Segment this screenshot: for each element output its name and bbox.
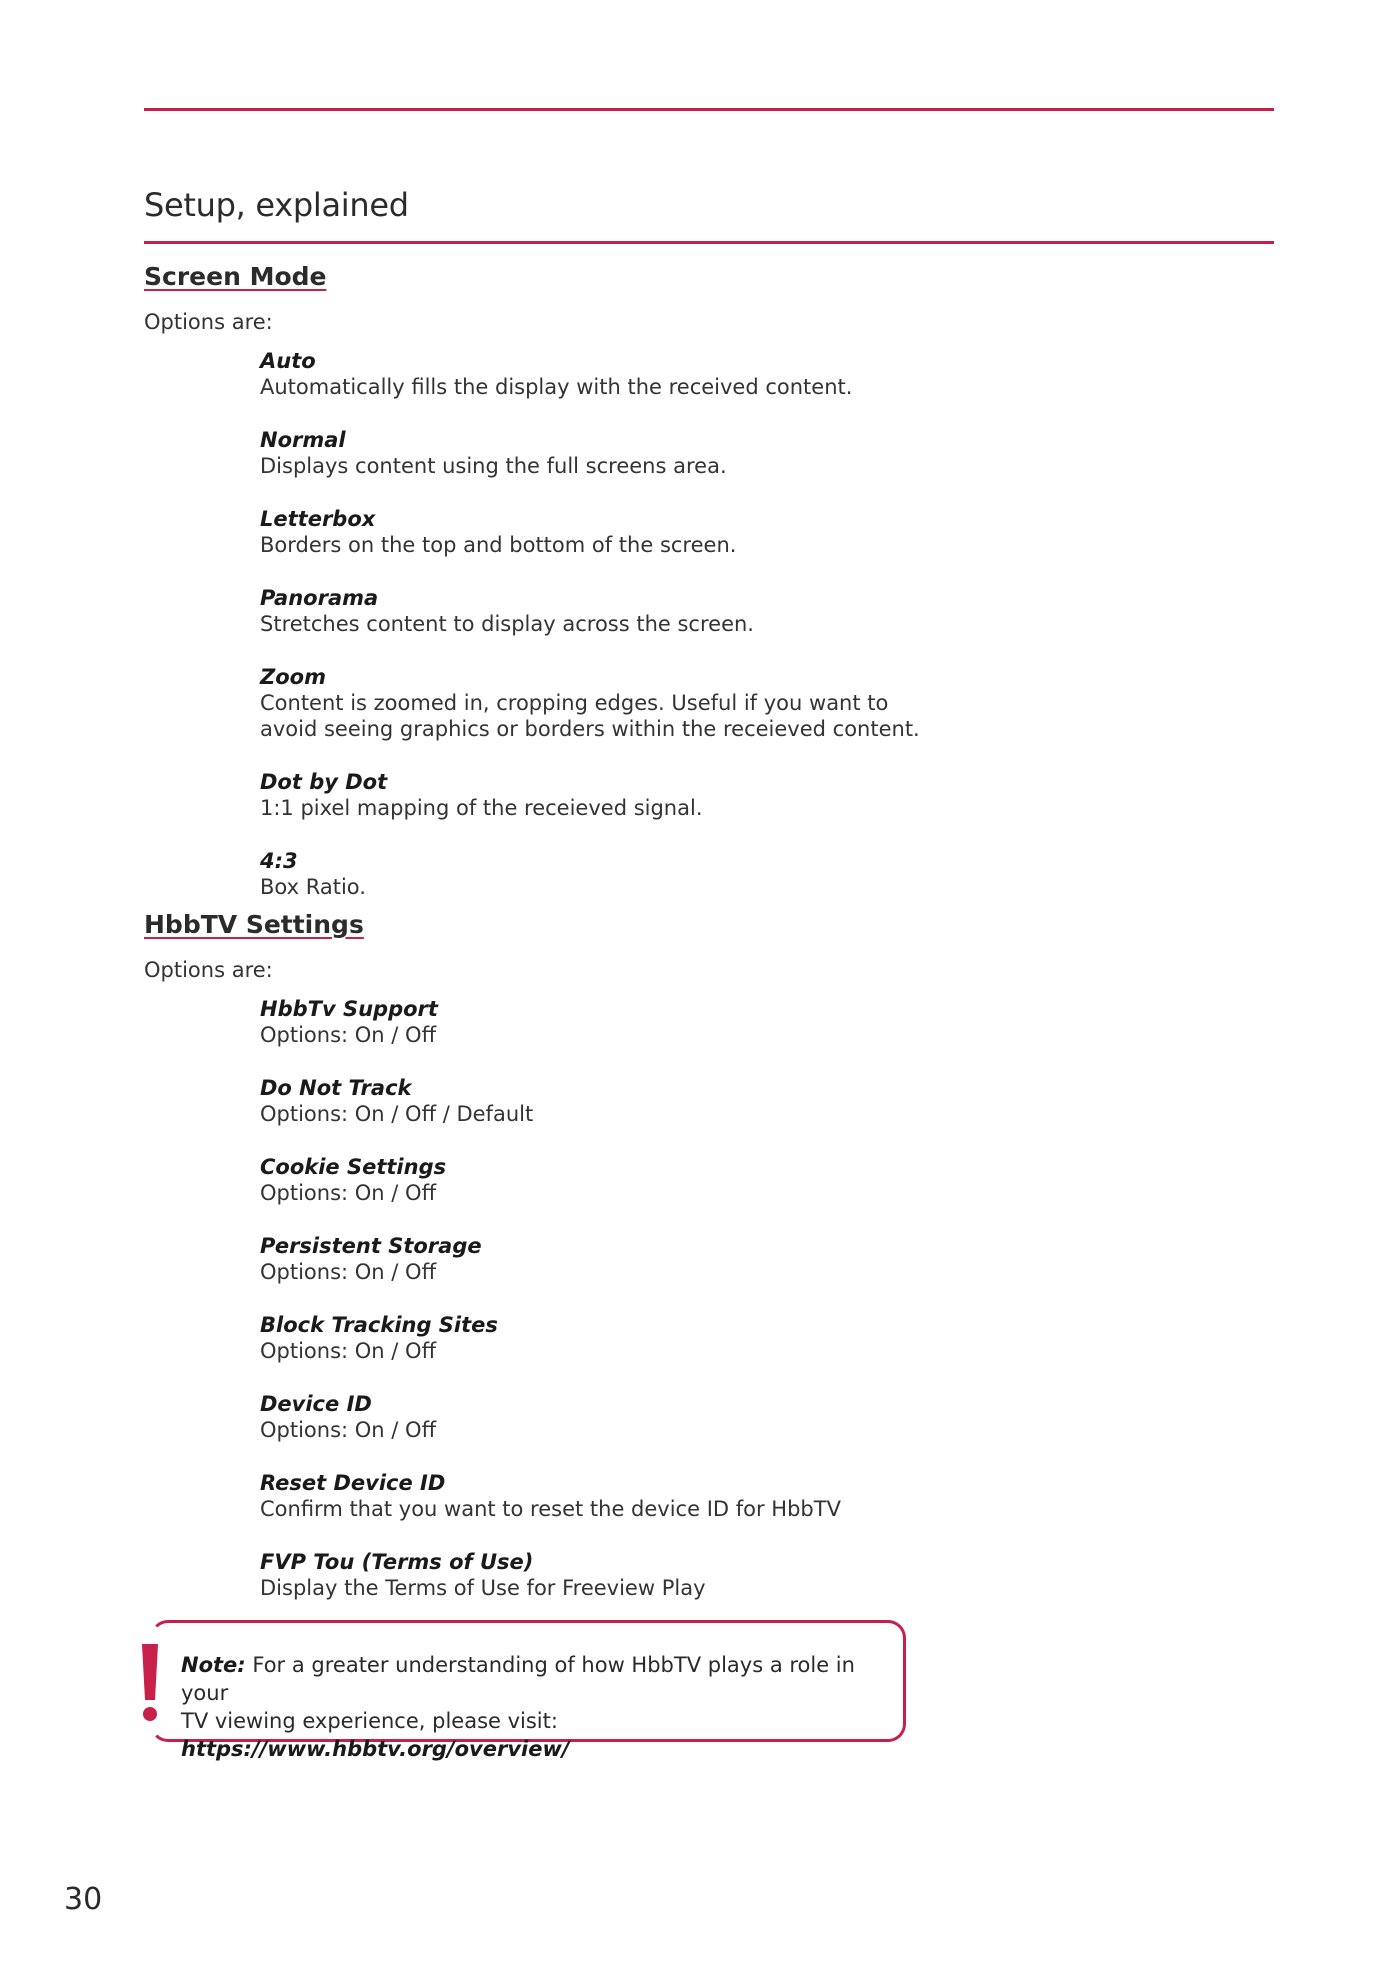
option-description: Options: On / Off <box>260 1418 437 1442</box>
option-item <box>260 427 920 479</box>
option-name: Reset Device ID <box>260 1471 446 1495</box>
option-description: Box Ratio. <box>260 875 366 899</box>
option-item <box>260 506 920 558</box>
option-name: Do Not Track <box>260 1076 412 1100</box>
option-item <box>260 1075 841 1127</box>
option-name: Cookie Settings <box>260 1155 447 1179</box>
option-item <box>260 664 920 742</box>
option-item <box>260 1154 841 1206</box>
option-name: 4:3 <box>260 849 298 873</box>
option-item <box>260 1470 841 1522</box>
note-line-2: TV viewing experience, please visit: <box>181 1709 558 1733</box>
exclamation-icon <box>138 1644 162 1724</box>
hbbtv-intro: Options are: <box>144 958 273 982</box>
hbbtv-options <box>260 996 841 1601</box>
option-name: Normal <box>260 428 346 452</box>
option-description: avoid seeing graphics or borders within the receieved content. <box>260 717 920 741</box>
option-description: Content is zoomed in, cropping edges. Useful if you want to <box>260 691 889 715</box>
option-name: Zoom <box>260 665 326 689</box>
option-name: HbbTv Support <box>260 997 438 1021</box>
screen-mode-heading: Screen Mode <box>144 262 327 291</box>
hbbtv-heading: HbbTV Settings <box>144 910 364 939</box>
page-title: Setup, explained <box>144 186 409 224</box>
option-description: 1:1 pixel mapping of the receieved signal. <box>260 796 703 820</box>
option-name: Letterbox <box>260 507 376 531</box>
note-text <box>181 1651 901 1763</box>
option-item <box>260 996 841 1048</box>
option-item <box>260 848 920 900</box>
option-description: Options: On / Off / Default <box>260 1102 534 1126</box>
option-description: Options: On / Off <box>260 1023 437 1047</box>
option-item <box>260 769 920 821</box>
option-item <box>260 1391 841 1443</box>
option-description: Borders on the top and bottom of the screen. <box>260 533 737 557</box>
option-item <box>260 585 920 637</box>
page-number: 30 <box>64 1882 103 1917</box>
option-name: Dot by Dot <box>260 770 388 794</box>
note-url[interactable]: https://www.hbbtv.org/overview/ <box>181 1737 570 1761</box>
option-name: Block Tracking Sites <box>260 1313 498 1337</box>
title-rule <box>144 241 1274 244</box>
hbbtv-section <box>144 910 841 1628</box>
option-description: Confirm that you want to reset the device ID for HbbTV <box>260 1497 841 1521</box>
option-item <box>260 1312 841 1364</box>
option-description: Options: On / Off <box>260 1339 437 1363</box>
option-description: Options: On / Off <box>260 1181 437 1205</box>
top-rule <box>144 108 1274 111</box>
option-name: Device ID <box>260 1392 372 1416</box>
option-item <box>260 348 920 400</box>
screen-mode-intro: Options are: <box>144 310 273 334</box>
note-line-1: For a greater understanding of how HbbTV plays a role in your <box>181 1653 855 1705</box>
option-name: FVP Tou (Terms of Use) <box>260 1550 534 1574</box>
option-name: Persistent Storage <box>260 1234 482 1258</box>
note-label: Note: <box>181 1653 246 1677</box>
option-name: Panorama <box>260 586 379 610</box>
option-description: Displays content using the full screens area. <box>260 454 727 478</box>
option-description: Display the Terms of Use for Freeview Play <box>260 1576 706 1600</box>
screen-mode-options <box>260 348 920 900</box>
option-description: Options: On / Off <box>260 1260 437 1284</box>
option-description: Automatically fills the display with the received content. <box>260 375 853 399</box>
option-description: Stretches content to display across the screen. <box>260 612 754 636</box>
option-name: Auto <box>260 349 316 373</box>
option-item <box>260 1549 841 1601</box>
option-item <box>260 1233 841 1285</box>
screen-mode-section <box>144 262 920 927</box>
